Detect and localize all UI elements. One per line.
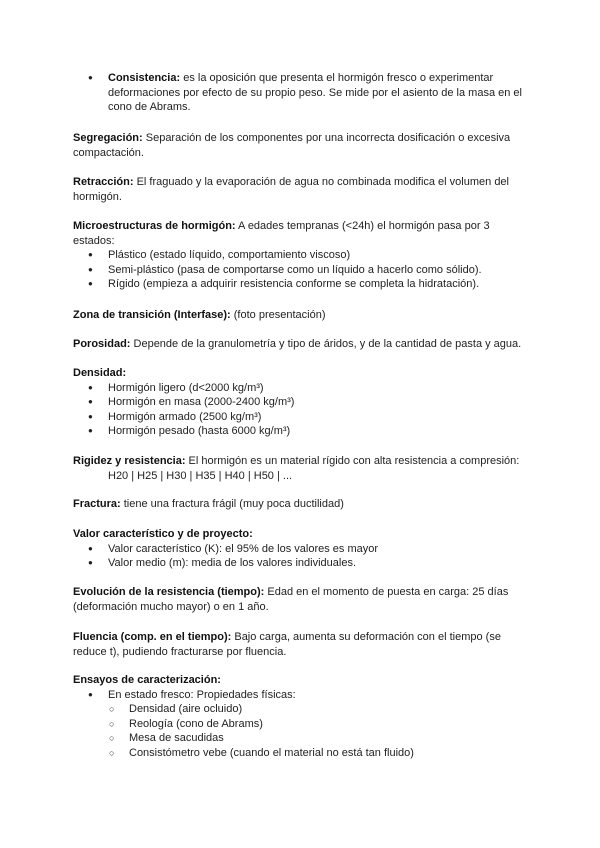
definition-text: A edades tempranas (<24h) el hormigón pasa por 3 estados:: [73, 220, 490, 247]
term-label: Consistencia:: [108, 72, 181, 84]
densidad-list: [73, 381, 533, 439]
strength-classes: H20 | H25 | H30 | H35 | H40 | H50 | ...: [108, 469, 293, 482]
list-item: [73, 71, 533, 115]
section-evolucion: [73, 585, 533, 614]
definition-text: tiene una fractura frágil (muy poca ductilidad): [120, 498, 344, 510]
section-fractura: [73, 497, 533, 512]
valor-list: [73, 542, 533, 571]
term-label: Retracción:: [73, 176, 134, 188]
paragraph: [73, 219, 533, 248]
list-item-text: En estado fresco: Propiedades físicas:: [108, 688, 296, 701]
paragraph: [73, 337, 533, 352]
sublist-item: ○ Consistómetro vebe (cuando el material no está tan fluido): [73, 746, 533, 761]
sublist-item: ○ Reología (cono de Abrams): [73, 717, 533, 732]
list-item: ● Rígido (empieza a adquirir resistencia conforme se completa la hidratación).: [73, 277, 533, 292]
list-item: ● Hormigón pesado (hasta 6000 kg/m³): [73, 424, 533, 439]
section-ensayos: [73, 673, 533, 761]
term-label: Segregación:: [73, 132, 143, 144]
definition-text: (foto presentación): [230, 309, 326, 321]
term-label: Ensayos de caracterización:: [73, 674, 221, 686]
sublist-item: ○ Densidad (aire ocluido): [73, 702, 533, 717]
paragraph: [73, 497, 533, 512]
definition-text: El fraguado y la evaporación de agua no combinada modifica el volumen del hormigón.: [73, 176, 509, 203]
ensayos-sublist: [73, 702, 533, 760]
list-item: ● Hormigón armado (2500 kg/m³): [73, 410, 533, 425]
term-label: Fractura:: [73, 498, 121, 510]
section-rigidez: [73, 454, 533, 483]
term-label: Fluencia (comp. en el tiempo):: [73, 631, 232, 643]
term-label: Porosidad:: [73, 338, 131, 350]
definition-text: Bajo carga, aumenta su deformación con el tiempo (se reduce t), pudiendo fracturarse por fluencia.: [73, 631, 501, 658]
section-retraccion: [73, 175, 533, 204]
section-microestructuras: [73, 219, 533, 292]
definition-text: Separación de los componentes por una incorrecta dosificación o excesiva compactación.: [73, 132, 511, 159]
section-segregacion: [73, 131, 533, 160]
list-item: [73, 688, 533, 703]
definition-text: Edad en el momento de puesta en carga: 25 días (deformación mucho mayor) o en 1 año.: [73, 586, 509, 613]
term-label: Microestructuras de hormigón:: [73, 220, 236, 232]
list-item: ● Semi-plástico (pasa de comportarse como un líquido a hacerlo como sólido).: [73, 263, 533, 278]
section-porosidad: [73, 337, 533, 352]
term-label: Densidad:: [73, 367, 127, 379]
paragraph: [73, 131, 533, 160]
term-label: Rigidez y resistencia:: [73, 455, 186, 467]
paragraph: [73, 175, 533, 204]
paragraph: [73, 527, 533, 542]
paragraph: [73, 585, 533, 614]
paragraph: [73, 673, 533, 688]
section-densidad: [73, 366, 533, 439]
term-label: Zona de transición (Interfase):: [73, 309, 231, 321]
term-label: Valor característico y de proyecto:: [73, 528, 253, 540]
paragraph: [73, 308, 533, 323]
paragraph: [73, 630, 533, 659]
section-zona-transicion: [73, 308, 533, 323]
ensayos-list: [73, 688, 533, 703]
definition-text: Depende de la granulometría y tipo de áridos, y de la cantidad de pasta y agua.: [130, 338, 522, 350]
definition-text: es la oposición que presenta el hormigón fresco o experimentar deformaciones por efecto de su propio peso. Se mide por el asiento de la masa en el cono de Abrams.: [108, 72, 522, 114]
definition-text: El hormigón es un material rígido con alta resistencia a compresión:: [185, 455, 520, 467]
section-fluencia: [73, 630, 533, 659]
list-item: ● Plástico (estado líquido, comportamiento viscoso): [73, 248, 533, 263]
list-item: ● Valor medio (m): media de los valores individuales.: [73, 556, 533, 571]
microestructuras-list: [73, 248, 533, 292]
list-item: ● Valor característico (K): el 95% de los valores es mayor: [73, 542, 533, 557]
consistencia-list: [73, 71, 533, 115]
paragraph: [73, 454, 533, 469]
section-valor: [73, 527, 533, 571]
term-label: Evolución de la resistencia (tiempo):: [73, 586, 265, 598]
list-item: ● Hormigón ligero (d<2000 kg/m³): [73, 381, 533, 396]
sublist-item: ○ Mesa de sacudidas: [73, 731, 533, 746]
list-item: ● Hormigón en masa (2000-2400 kg/m³): [73, 395, 533, 410]
paragraph: [73, 366, 533, 381]
section-consistencia: [73, 71, 533, 115]
